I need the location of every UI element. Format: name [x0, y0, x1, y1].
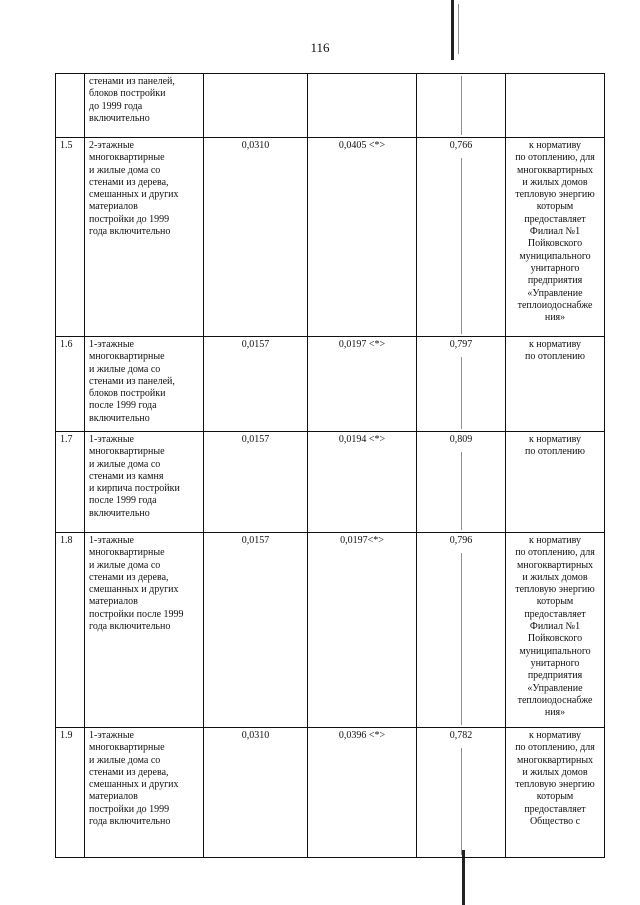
value-2-text: 0,0405 <*>	[338, 140, 386, 151]
note-cell	[506, 533, 605, 728]
value-3	[417, 337, 506, 432]
note-cell-text: к нормативу по отоплению, для многоквартирных и жилых домов тепловую энергию которым предоставляет Филиал №1 Пойковского муниципального унитарного предприятия «Управление теплоиодоснабже ния»	[515, 535, 595, 719]
value-1-text: 0,0157	[241, 434, 270, 445]
table-row	[56, 432, 605, 533]
note-cell	[506, 337, 605, 432]
note-cell-text: к нормативу по отоплению	[525, 339, 585, 363]
value-3-text: 0,766	[449, 140, 473, 151]
scan-line	[461, 357, 462, 429]
value-3-text: 0,809	[449, 434, 473, 445]
value-1	[204, 533, 308, 728]
scan-artifact-top-thin	[458, 4, 459, 54]
note-cell	[506, 728, 605, 858]
page-number: 116	[310, 40, 330, 55]
value-2-text: 0,0197<*>	[340, 535, 384, 546]
note-cell	[506, 138, 605, 337]
row-number-text: 1.8	[60, 535, 73, 546]
value-2-text: 0,0197 <*>	[338, 339, 386, 350]
table-row	[56, 337, 605, 432]
value-1	[204, 138, 308, 337]
note-cell	[506, 74, 605, 138]
value-2	[308, 337, 417, 432]
value-2	[308, 728, 417, 858]
value-2-text: 0,0396 <*>	[338, 730, 386, 741]
row-number-text: 1.5	[60, 140, 73, 151]
value-2	[308, 138, 417, 337]
value-2-text: 0,0194 <*>	[338, 434, 386, 445]
value-3	[417, 138, 506, 337]
note-cell	[506, 432, 605, 533]
norms-table	[55, 73, 605, 858]
scan-artifact-bottom	[462, 850, 465, 905]
value-3	[417, 728, 506, 858]
note-cell-text: к нормативу по отоплению	[525, 434, 585, 458]
row-number-text: 1.7	[60, 434, 73, 445]
building-description-text: 1-этажные многоквартирные и жилые дома со стенами из дерева, смешанных и других материалов постройки до 1999 года включительно	[89, 730, 179, 828]
scan-artifact-top	[451, 0, 454, 60]
building-description-text: 1-этажные многоквартирные и жилые дома со стенами из дерева, смешанных и других материалов постройки после 1999 года включительно	[89, 535, 184, 633]
value-3	[417, 432, 506, 533]
row-number	[56, 728, 85, 858]
value-1-text: 0,0310	[241, 140, 270, 151]
row-number	[56, 337, 85, 432]
table-row	[56, 533, 605, 728]
building-description	[85, 138, 204, 337]
row-number	[56, 74, 85, 138]
value-1	[204, 337, 308, 432]
value-1-text: 0,0310	[241, 730, 270, 741]
row-number	[56, 533, 85, 728]
value-2	[308, 74, 417, 138]
value-1	[204, 432, 308, 533]
building-description	[85, 337, 204, 432]
scan-line	[461, 553, 462, 725]
note-cell-text: к нормативу по отоплению, для многоквартирных и жилых домов тепловую энергию которым предоставляет Филиал №1 Пойковского муниципального унитарного предприятия «Управление теплоиодоснабже ния»	[515, 140, 595, 324]
scan-line	[461, 76, 462, 135]
building-description	[85, 432, 204, 533]
value-1-text: 0,0157	[241, 339, 270, 350]
value-3-text: 0,782	[449, 730, 473, 741]
building-description	[85, 533, 204, 728]
table-row	[56, 138, 605, 337]
value-3	[417, 74, 506, 138]
building-description	[85, 74, 204, 138]
value-1-text: 0,0157	[241, 535, 270, 546]
value-2	[308, 533, 417, 728]
row-number-text: 1.9	[60, 730, 73, 741]
row-number	[56, 432, 85, 533]
scan-line	[461, 158, 462, 334]
building-description-text: 2-этажные многоквартирные и жилые дома со стенами из дерева, смешанных и других материалов постройки до 1999 года включительно	[89, 140, 179, 238]
value-3	[417, 533, 506, 728]
row-number	[56, 138, 85, 337]
value-3-text: 0,797	[449, 339, 473, 350]
value-2	[308, 432, 417, 533]
row-number-text: 1.6	[60, 339, 73, 350]
value-1	[204, 74, 308, 138]
value-1	[204, 728, 308, 858]
building-description-text: стенами из панелей, блоков постройки до 1999 года включительно	[89, 76, 175, 124]
scan-line	[461, 748, 462, 855]
scan-line	[461, 452, 462, 530]
building-description-text: 1-этажные многоквартирные и жилые дома со стенами из панелей, блоков постройки после 1999 года включительно	[89, 339, 175, 424]
table-row	[56, 728, 605, 858]
table-row	[56, 74, 605, 138]
building-description-text: 1-этажные многоквартирные и жилые дома со стенами из камня и кирпича постройки после 1999 года включительно	[89, 434, 180, 519]
building-description	[85, 728, 204, 858]
value-3-text: 0,796	[449, 535, 473, 546]
note-cell-text: к нормативу по отоплению, для многоквартирных и жилых домов тепловую энергию которым предоставляет Общество с	[515, 730, 595, 828]
